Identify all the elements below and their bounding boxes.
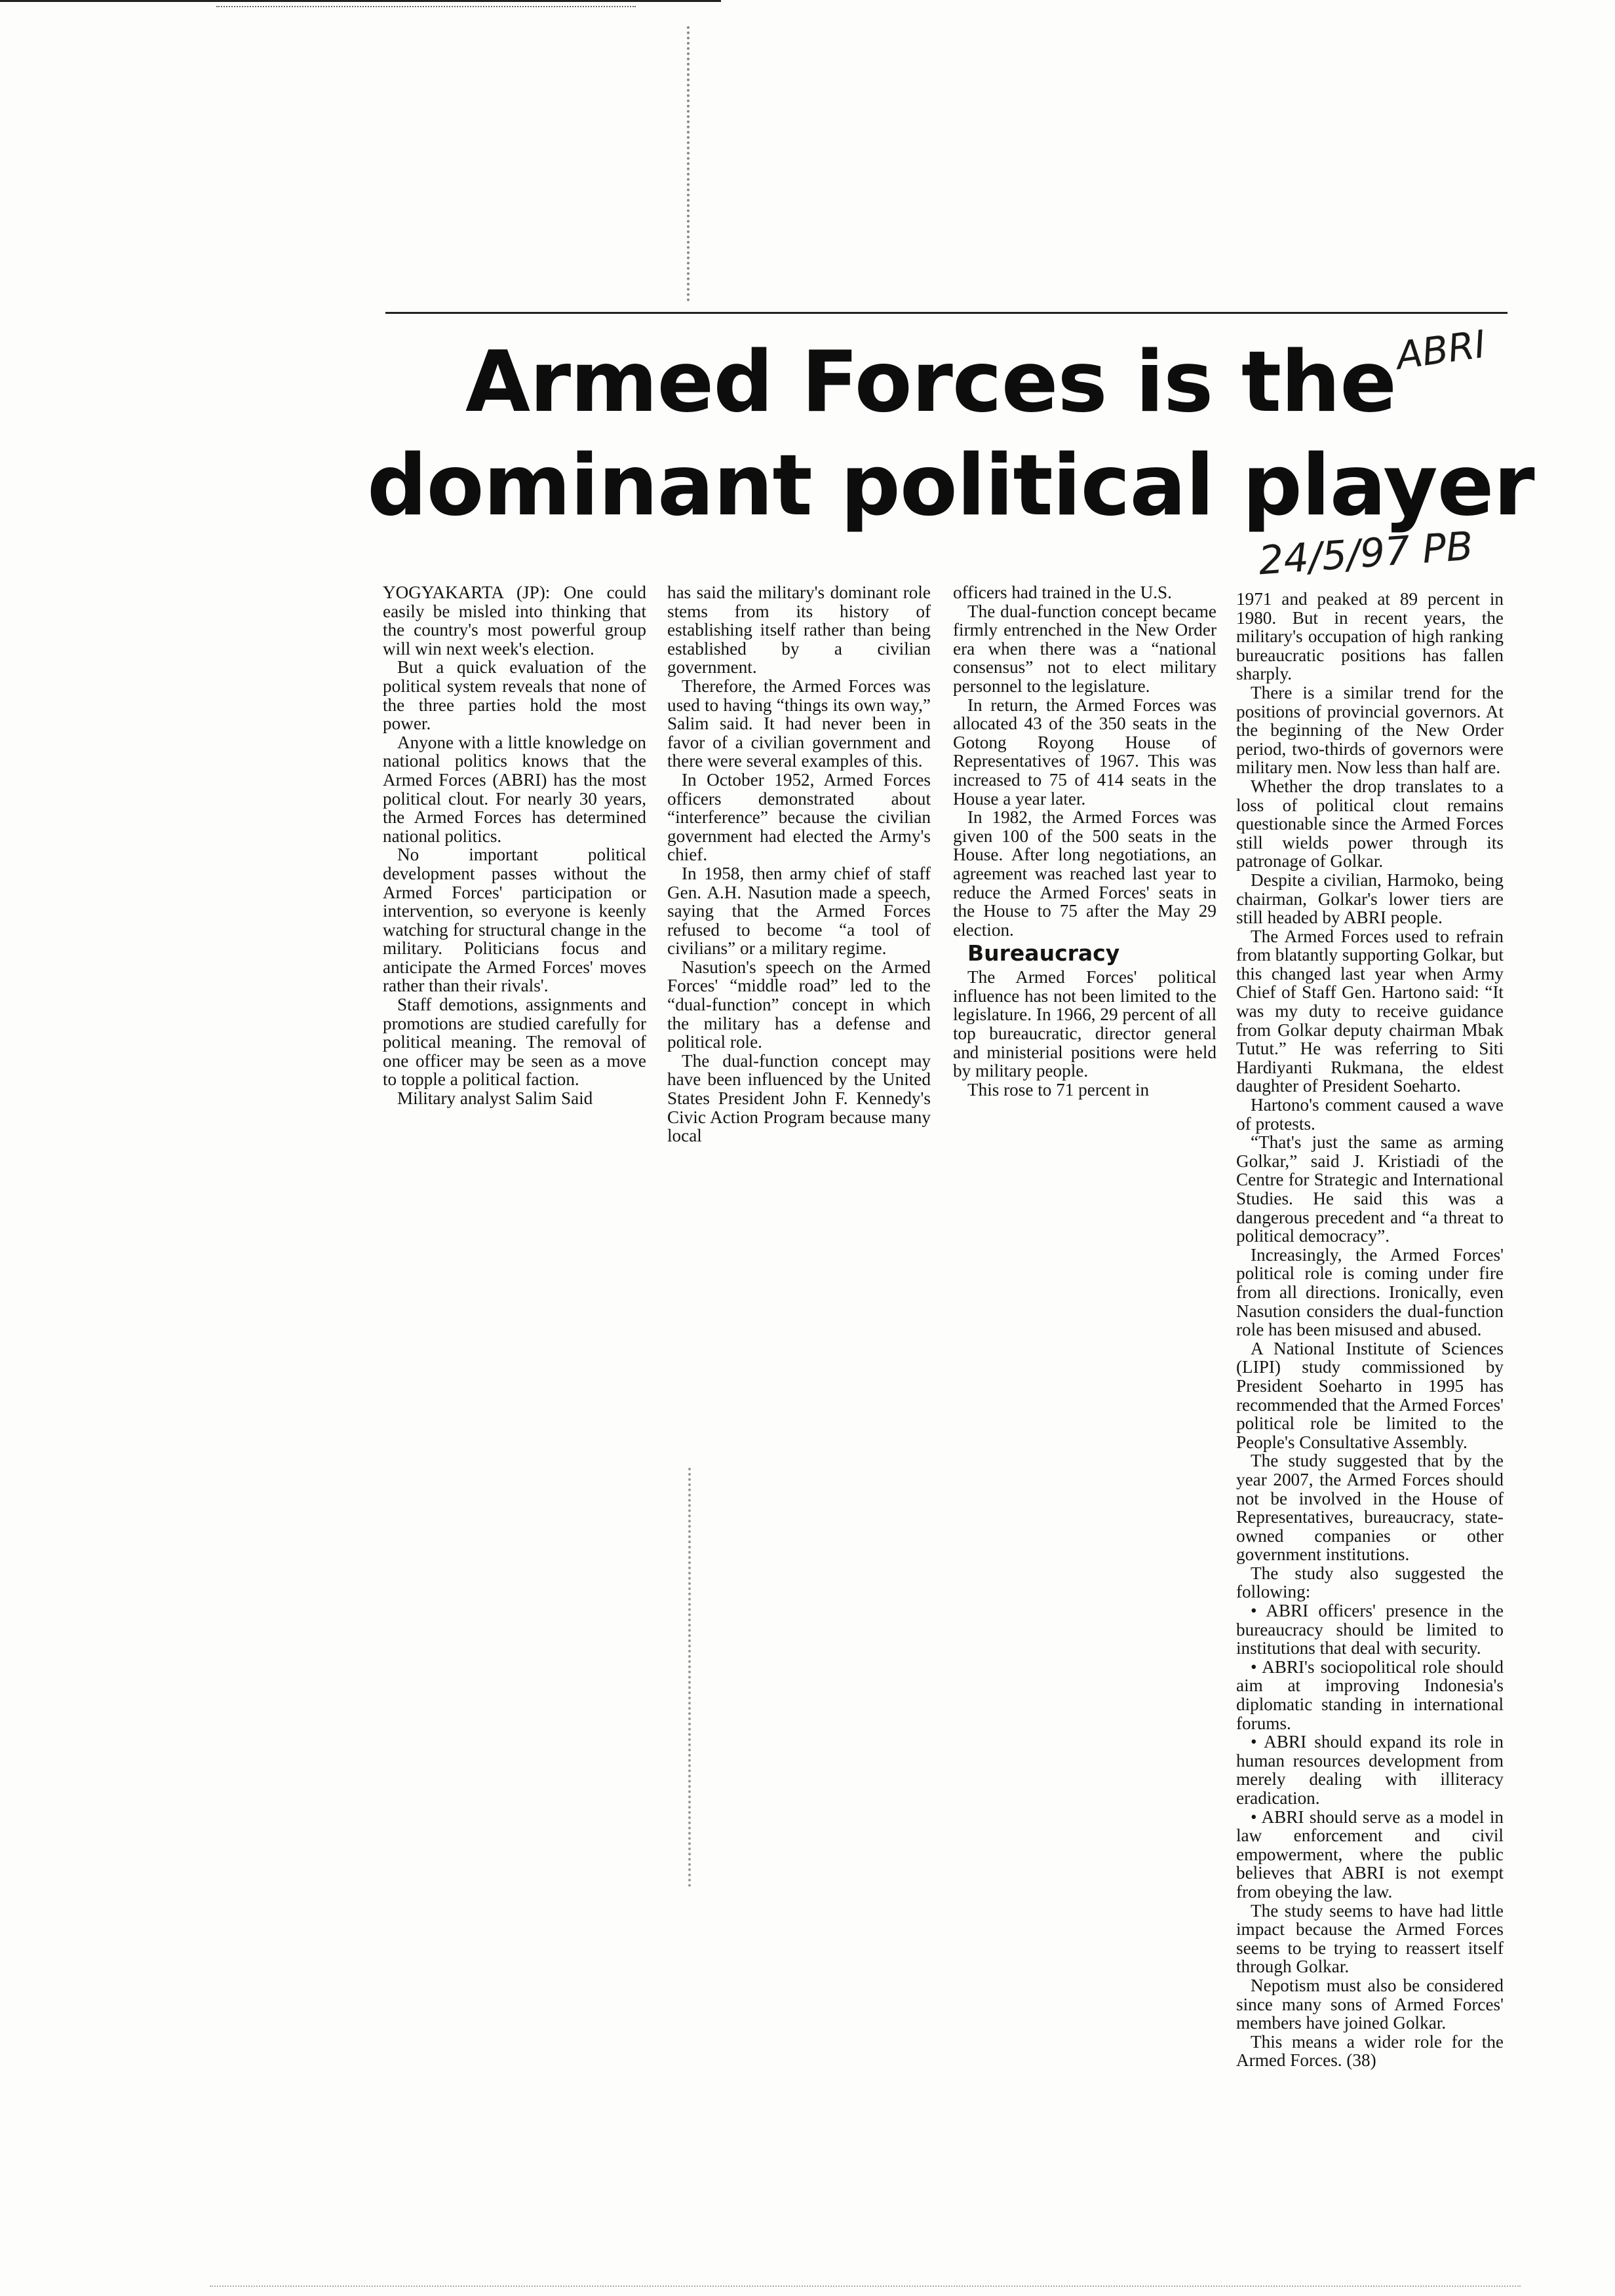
paragraph: The dual-function concept became firmly entrenched in the New Order era when there was a “national consensus” not to elect military personnel to the legislature. — [953, 601, 1216, 696]
paragraph: No important political development passes without the Armed Forces' participation or intervention, so everyone is keenly watching for structural change in the military. Politicians focus and anticipate the Armed Forces' moves rather than their rivals'. — [383, 845, 646, 996]
paragraph: This means a wider role for the Armed Forces. (38) — [1236, 2031, 1504, 2071]
paragraph: “That's just the same as arming Golkar,” said J. Kristiadi of the Centre for Strategic and International Studies. He said this was a dangerous precedent and “a threat to political democracy”. — [1236, 1132, 1504, 1246]
paragraph: 1971 and peaked at 89 percent in 1980. But in recent years, the military's occupation of high ranking bureaucratic positions has fallen sharply. — [1236, 589, 1504, 684]
paragraph: has said the military's dominant role stems from its history of establishing itself rather than being established by a civilian government. — [667, 583, 931, 678]
paragraph: In 1982, the Armed Forces was given 100 of the 500 seats in the House. After long negotiations, an agreement was reached last year to reduce the Armed Forces' seats in the House to 75 after the May 29 election. — [953, 807, 1216, 940]
paragraph: Hartono's comment caused a wave of protests. — [1236, 1095, 1504, 1134]
scan-bottom-noise — [210, 2286, 1521, 2287]
paragraph: The study seems to have had little impact because the Armed Forces seems to be trying to reassert itself through Golkar. — [1236, 1900, 1504, 1977]
paragraph: The Armed Forces' political influence has not been limited to the legislature. In 1966, 29 percent of all top bureaucratic, director general and ministerial positions were held by military people. — [953, 967, 1216, 1081]
paragraph: A National Institute of Sciences (LIPI) study commissioned by President Soeharto in 1995 has recommended that the Armed Forces' political role be limited to the People's Consultative Assembly. — [1236, 1338, 1504, 1452]
paragraph: Anyone with a little knowledge on national politics knows that the Armed Forces (ABRI) has the most political clout. For nearly 30 years, the Armed Forces has determined national politics. — [383, 732, 646, 846]
scan-fold-mark — [687, 26, 690, 301]
paragraph: Nepotism must also be considered since many sons of Armed Forces' members have joined Golkar. — [1236, 1975, 1504, 2033]
headline — [367, 331, 1534, 538]
article-column-3 — [953, 583, 1216, 1099]
paragraph: This rose to 71 percent in — [967, 1079, 1150, 1100]
paragraph: There is a similar trend for the positions of provincial governors. At the beginning of the New Order period, two-thirds of governors were military men. Now less than half are. — [1236, 682, 1504, 778]
paragraph: The dual-function concept may have been influenced by the United States President John F. Kennedy's Civic Action Program because many local — [667, 1050, 931, 1146]
paragraph: In return, the Armed Forces was allocated 43 of the 350 seats in the Gotong Royong House of Representatives of 1967. This was increased to 75 of 414 seats in the House a year later. — [953, 695, 1216, 809]
bullet-item: • ABRI should serve as a model in law enforcement and civil empowerment, where the public believes that ABRI is not exempt from obeying the law. — [1236, 1807, 1504, 1902]
paragraph: Staff demotions, assignments and promotions are studied carefully for political meaning. The removal of one officer may be seen as a move to topple a political faction. — [383, 995, 646, 1090]
paragraph: In 1958, then army chief of staff Gen. A.H. Nasution made a speech, saying that the Armed Forces refused to become “a tool of civilians” or a military regime. — [667, 863, 931, 959]
bullet-item: • ABRI should expand its role in human resources development from merely dealing with illiteracy eradication. — [1236, 1732, 1504, 1808]
paragraph: The Armed Forces used to refrain from blatantly supporting Golkar, but this changed last year when Army Chief of Staff Gen. Hartono said: “It was my duty to receive guidance from Golkar deputy chairman Mbak Tutut.” He was referring to Siti Hardiyanti Rukmana, the eldest daughter of President Soeharto. — [1236, 926, 1504, 1096]
bullet-item: • ABRI officers' presence in the bureaucracy should be limited to institutions that deal with security. — [1236, 1601, 1504, 1658]
paragraph: Therefore, the Armed Forces was used to having “things its own way,” Salim said. It had never been in favor of a civilian government and there were several examples of this. — [667, 676, 931, 771]
paragraph: officers had trained in the U.S. — [953, 583, 1172, 602]
article-column-4 — [1236, 590, 1504, 2070]
paragraph: But a quick evaluation of the political system reveals that none of the three parties hold the most power. — [383, 657, 646, 734]
bullet-item: • ABRI's sociopolitical role should aim at improving Indonesia's diplomatic standing in international forums. — [1236, 1656, 1504, 1733]
scan-fold-mark — [688, 1468, 691, 1887]
paragraph: Whether the drop translates to a loss of political clout remains questionable since the Armed Forces still wields power through its patronage of Golkar. — [1236, 776, 1504, 871]
headline-line-2: dominant political player — [367, 437, 1534, 535]
paragraph: YOGYAKARTA (JP): One could easily be misled into thinking that the country's most powerful group will win next week's election. — [383, 583, 646, 659]
paragraph: The study also suggested the following: — [1236, 1563, 1504, 1602]
paragraph: Despite a civilian, Harmoko, being chairman, Golkar's lower tiers are still headed by ABRI people. — [1236, 870, 1504, 928]
handwritten-date: 24/5/97 PB — [1256, 523, 1475, 584]
article-column-2 — [667, 583, 931, 1145]
paragraph: The study suggested that by the year 2007, the Armed Forces should not be involved in the House of Representatives, bureaucracy, state-owned companies or other government institutions. — [1236, 1451, 1504, 1565]
section-subhead: Bureaucracy — [967, 940, 1120, 966]
handwritten-tag: ABRI — [1393, 321, 1489, 379]
paragraph: Nasution's speech on the Armed Forces' “middle road” led to the “dual-function” concept in which the military has a defense and political role. — [667, 957, 931, 1052]
headline-rule — [385, 312, 1508, 314]
paragraph: Increasingly, the Armed Forces' political role is coming under fire from all directions. Ironically, even Nasution considers the dual-function role has been misused and abused. — [1236, 1244, 1504, 1340]
article-column-1 — [383, 583, 646, 1108]
paragraph: Military analyst Salim Said — [397, 1088, 593, 1109]
scan-top-border — [0, 0, 721, 22]
paragraph: In October 1952, Armed Forces officers demonstrated about “interference” because the civilian government had elected the Army's chief. — [667, 769, 931, 865]
headline-line-1: Armed Forces is the — [465, 334, 1397, 431]
